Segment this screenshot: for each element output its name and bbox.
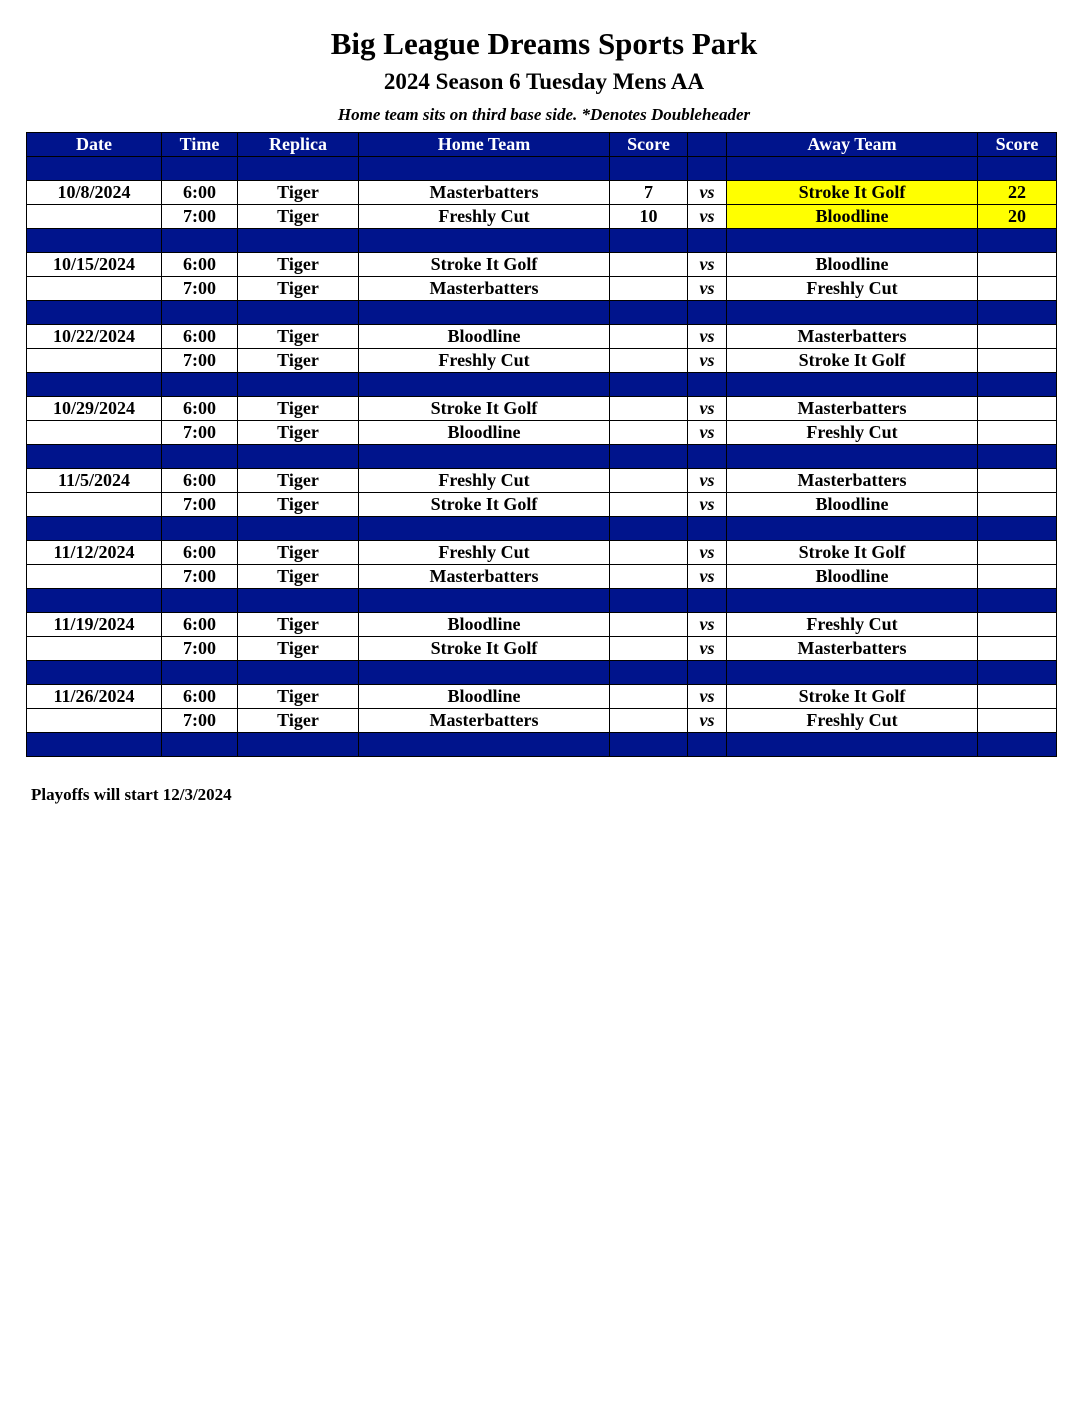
separator-cell bbox=[359, 445, 610, 469]
separator-cell bbox=[238, 301, 359, 325]
separator-cell bbox=[688, 373, 727, 397]
table-header-row bbox=[27, 133, 1057, 157]
away-score-cell bbox=[978, 709, 1057, 733]
separator-row bbox=[27, 589, 1057, 613]
separator-row bbox=[27, 733, 1057, 757]
game-row bbox=[27, 253, 1057, 277]
away-score-cell bbox=[978, 469, 1057, 493]
separator-cell bbox=[27, 157, 162, 181]
separator-cell bbox=[688, 157, 727, 181]
away-team-cell: Freshly Cut bbox=[727, 613, 978, 637]
time-cell: 6:00 bbox=[162, 325, 238, 349]
vs-cell: vs bbox=[688, 325, 727, 349]
away-team-cell: Freshly Cut bbox=[727, 709, 978, 733]
separator-cell bbox=[727, 229, 978, 253]
separator-cell bbox=[727, 517, 978, 541]
separator-cell bbox=[162, 445, 238, 469]
separator-cell bbox=[688, 733, 727, 757]
separator-cell bbox=[610, 373, 688, 397]
separator-cell bbox=[727, 661, 978, 685]
date-cell bbox=[27, 205, 162, 229]
away-team-cell: Masterbatters bbox=[727, 397, 978, 421]
away-score-cell bbox=[978, 349, 1057, 373]
separator-cell bbox=[610, 301, 688, 325]
game-row bbox=[27, 565, 1057, 589]
game-row bbox=[27, 541, 1057, 565]
date-cell: 11/12/2024 bbox=[27, 541, 162, 565]
away-score-cell bbox=[978, 637, 1057, 661]
game-row bbox=[27, 685, 1057, 709]
time-cell: 6:00 bbox=[162, 253, 238, 277]
separator-cell bbox=[727, 373, 978, 397]
vs-cell: vs bbox=[688, 277, 727, 301]
away-score-cell bbox=[978, 541, 1057, 565]
header-vs bbox=[688, 133, 727, 157]
separator-cell bbox=[27, 733, 162, 757]
away-team-cell: Bloodline bbox=[727, 493, 978, 517]
separator-cell bbox=[359, 301, 610, 325]
away-team-cell: Bloodline bbox=[727, 253, 978, 277]
date-cell bbox=[27, 493, 162, 517]
home-score-cell bbox=[610, 253, 688, 277]
separator-cell bbox=[688, 301, 727, 325]
time-cell: 6:00 bbox=[162, 685, 238, 709]
replica-cell: Tiger bbox=[238, 613, 359, 637]
vs-cell: vs bbox=[688, 421, 727, 445]
date-cell: 10/15/2024 bbox=[27, 253, 162, 277]
vs-cell: vs bbox=[688, 181, 727, 205]
replica-cell: Tiger bbox=[238, 277, 359, 301]
separator-cell bbox=[610, 733, 688, 757]
time-cell: 6:00 bbox=[162, 181, 238, 205]
separator-cell bbox=[688, 517, 727, 541]
separator-cell bbox=[727, 733, 978, 757]
date-cell bbox=[27, 709, 162, 733]
home-team-cell: Bloodline bbox=[359, 685, 610, 709]
separator-cell bbox=[610, 229, 688, 253]
separator-cell bbox=[27, 301, 162, 325]
home-team-cell: Bloodline bbox=[359, 325, 610, 349]
home-score-cell bbox=[610, 709, 688, 733]
replica-cell: Tiger bbox=[238, 685, 359, 709]
schedule-table bbox=[26, 132, 1057, 757]
replica-cell: Tiger bbox=[238, 397, 359, 421]
separator-row bbox=[27, 517, 1057, 541]
home-score-cell bbox=[610, 613, 688, 637]
home-team-cell: Freshly Cut bbox=[359, 469, 610, 493]
date-cell bbox=[27, 421, 162, 445]
separator-cell bbox=[359, 517, 610, 541]
home-team-cell: Bloodline bbox=[359, 421, 610, 445]
header-away-score: Score bbox=[978, 133, 1057, 157]
away-team-cell: Stroke It Golf bbox=[727, 349, 978, 373]
home-score-cell: 10 bbox=[610, 205, 688, 229]
game-row bbox=[27, 397, 1057, 421]
date-cell: 10/29/2024 bbox=[27, 397, 162, 421]
replica-cell: Tiger bbox=[238, 349, 359, 373]
vs-cell: vs bbox=[688, 541, 727, 565]
separator-cell bbox=[238, 373, 359, 397]
separator-cell bbox=[978, 517, 1057, 541]
separator-cell bbox=[359, 373, 610, 397]
separator-cell bbox=[238, 733, 359, 757]
vs-cell: vs bbox=[688, 637, 727, 661]
vs-cell: vs bbox=[688, 709, 727, 733]
playoffs-note: Playoffs will start 12/3/2024 bbox=[31, 785, 232, 804]
separator-cell bbox=[162, 373, 238, 397]
header-home-score: Score bbox=[610, 133, 688, 157]
schedule-body bbox=[27, 157, 1057, 757]
separator-cell bbox=[727, 589, 978, 613]
separator-row bbox=[27, 445, 1057, 469]
separator-cell bbox=[359, 661, 610, 685]
replica-cell: Tiger bbox=[238, 469, 359, 493]
vs-cell: vs bbox=[688, 397, 727, 421]
separator-row bbox=[27, 661, 1057, 685]
home-team-cell: Masterbatters bbox=[359, 709, 610, 733]
separator-cell bbox=[359, 589, 610, 613]
separator-row bbox=[27, 373, 1057, 397]
separator-cell bbox=[162, 517, 238, 541]
replica-cell: Tiger bbox=[238, 709, 359, 733]
separator-cell bbox=[978, 445, 1057, 469]
separator-cell bbox=[610, 157, 688, 181]
away-team-cell: Stroke It Golf bbox=[727, 181, 978, 205]
away-score-cell: 20 bbox=[978, 205, 1057, 229]
game-row bbox=[27, 421, 1057, 445]
separator-cell bbox=[162, 157, 238, 181]
home-team-cell: Stroke It Golf bbox=[359, 493, 610, 517]
away-team-cell: Masterbatters bbox=[727, 469, 978, 493]
separator-cell bbox=[978, 733, 1057, 757]
separator-cell bbox=[238, 157, 359, 181]
vs-cell: vs bbox=[688, 349, 727, 373]
replica-cell: Tiger bbox=[238, 541, 359, 565]
home-team-cell: Freshly Cut bbox=[359, 205, 610, 229]
date-cell: 11/26/2024 bbox=[27, 685, 162, 709]
separator-cell bbox=[727, 157, 978, 181]
header-time: Time bbox=[162, 133, 238, 157]
separator-row bbox=[27, 301, 1057, 325]
separator-cell bbox=[610, 517, 688, 541]
separator-cell bbox=[27, 661, 162, 685]
separator-cell bbox=[359, 733, 610, 757]
separator-cell bbox=[610, 445, 688, 469]
game-row bbox=[27, 613, 1057, 637]
home-score-cell bbox=[610, 397, 688, 421]
separator-cell bbox=[162, 733, 238, 757]
header-away-team: Away Team bbox=[727, 133, 978, 157]
replica-cell: Tiger bbox=[238, 253, 359, 277]
separator-cell bbox=[27, 229, 162, 253]
vs-cell: vs bbox=[688, 565, 727, 589]
home-score-cell bbox=[610, 565, 688, 589]
away-score-cell bbox=[978, 397, 1057, 421]
away-team-cell: Stroke It Golf bbox=[727, 685, 978, 709]
home-team-cell: Stroke It Golf bbox=[359, 397, 610, 421]
away-team-cell: Masterbatters bbox=[727, 637, 978, 661]
separator-cell bbox=[978, 589, 1057, 613]
away-score-cell bbox=[978, 613, 1057, 637]
away-score-cell: 22 bbox=[978, 181, 1057, 205]
time-cell: 7:00 bbox=[162, 637, 238, 661]
game-row bbox=[27, 469, 1057, 493]
separator-cell bbox=[238, 229, 359, 253]
away-score-cell bbox=[978, 277, 1057, 301]
separator-row bbox=[27, 157, 1057, 181]
date-cell bbox=[27, 277, 162, 301]
away-score-cell bbox=[978, 253, 1057, 277]
home-score-cell bbox=[610, 349, 688, 373]
replica-cell: Tiger bbox=[238, 421, 359, 445]
schedule-note: Home team sits on third base side. *Denotes Doubleheader bbox=[337, 105, 751, 124]
replica-cell: Tiger bbox=[238, 637, 359, 661]
separator-cell bbox=[978, 373, 1057, 397]
separator-row bbox=[27, 229, 1057, 253]
vs-cell: vs bbox=[688, 613, 727, 637]
away-team-cell: Stroke It Golf bbox=[727, 541, 978, 565]
home-score-cell bbox=[610, 637, 688, 661]
date-cell: 11/19/2024 bbox=[27, 613, 162, 637]
separator-cell bbox=[688, 589, 727, 613]
game-row bbox=[27, 325, 1057, 349]
header-replica: Replica bbox=[238, 133, 359, 157]
separator-cell bbox=[162, 301, 238, 325]
separator-cell bbox=[978, 229, 1057, 253]
header-home-team: Home Team bbox=[359, 133, 610, 157]
away-team-cell: Masterbatters bbox=[727, 325, 978, 349]
home-score-cell bbox=[610, 469, 688, 493]
vs-cell: vs bbox=[688, 205, 727, 229]
separator-cell bbox=[727, 445, 978, 469]
vs-cell: vs bbox=[688, 253, 727, 277]
away-team-cell: Freshly Cut bbox=[727, 277, 978, 301]
separator-cell bbox=[610, 661, 688, 685]
time-cell: 7:00 bbox=[162, 277, 238, 301]
game-row bbox=[27, 277, 1057, 301]
separator-cell bbox=[27, 589, 162, 613]
home-team-cell: Stroke It Golf bbox=[359, 253, 610, 277]
separator-cell bbox=[359, 157, 610, 181]
separator-cell bbox=[727, 301, 978, 325]
page-title: Big League Dreams Sports Park bbox=[330, 26, 758, 61]
separator-cell bbox=[238, 661, 359, 685]
game-row bbox=[27, 493, 1057, 517]
home-score-cell bbox=[610, 277, 688, 301]
separator-cell bbox=[27, 373, 162, 397]
time-cell: 7:00 bbox=[162, 349, 238, 373]
home-team-cell: Freshly Cut bbox=[359, 349, 610, 373]
home-team-cell: Bloodline bbox=[359, 613, 610, 637]
away-team-cell: Freshly Cut bbox=[727, 421, 978, 445]
away-score-cell bbox=[978, 565, 1057, 589]
home-score-cell bbox=[610, 325, 688, 349]
separator-cell bbox=[27, 517, 162, 541]
separator-cell bbox=[978, 157, 1057, 181]
home-team-cell: Masterbatters bbox=[359, 565, 610, 589]
home-score-cell bbox=[610, 493, 688, 517]
separator-cell bbox=[162, 589, 238, 613]
separator-cell bbox=[978, 301, 1057, 325]
home-score-cell bbox=[610, 421, 688, 445]
separator-cell bbox=[27, 445, 162, 469]
header-date: Date bbox=[27, 133, 162, 157]
date-cell bbox=[27, 349, 162, 373]
home-score-cell bbox=[610, 541, 688, 565]
date-cell: 10/8/2024 bbox=[27, 181, 162, 205]
separator-cell bbox=[238, 589, 359, 613]
time-cell: 7:00 bbox=[162, 709, 238, 733]
separator-cell bbox=[238, 517, 359, 541]
separator-cell bbox=[688, 661, 727, 685]
away-score-cell bbox=[978, 325, 1057, 349]
date-cell: 10/22/2024 bbox=[27, 325, 162, 349]
vs-cell: vs bbox=[688, 685, 727, 709]
replica-cell: Tiger bbox=[238, 565, 359, 589]
separator-cell bbox=[162, 229, 238, 253]
game-row bbox=[27, 709, 1057, 733]
away-score-cell bbox=[978, 685, 1057, 709]
separator-cell bbox=[359, 229, 610, 253]
time-cell: 6:00 bbox=[162, 613, 238, 637]
home-team-cell: Stroke It Golf bbox=[359, 637, 610, 661]
separator-cell bbox=[688, 229, 727, 253]
separator-cell bbox=[688, 445, 727, 469]
separator-cell bbox=[238, 445, 359, 469]
game-row bbox=[27, 637, 1057, 661]
page-subtitle: 2024 Season 6 Tuesday Mens AA bbox=[383, 69, 705, 94]
home-score-cell bbox=[610, 685, 688, 709]
vs-cell: vs bbox=[688, 493, 727, 517]
home-team-cell: Masterbatters bbox=[359, 277, 610, 301]
time-cell: 6:00 bbox=[162, 469, 238, 493]
game-row bbox=[27, 181, 1057, 205]
time-cell: 7:00 bbox=[162, 565, 238, 589]
separator-cell bbox=[162, 661, 238, 685]
vs-cell: vs bbox=[688, 469, 727, 493]
away-team-cell: Bloodline bbox=[727, 205, 978, 229]
separator-cell bbox=[978, 661, 1057, 685]
time-cell: 7:00 bbox=[162, 493, 238, 517]
away-team-cell: Bloodline bbox=[727, 565, 978, 589]
time-cell: 7:00 bbox=[162, 421, 238, 445]
home-team-cell: Freshly Cut bbox=[359, 541, 610, 565]
replica-cell: Tiger bbox=[238, 493, 359, 517]
home-team-cell: Masterbatters bbox=[359, 181, 610, 205]
time-cell: 6:00 bbox=[162, 397, 238, 421]
replica-cell: Tiger bbox=[238, 181, 359, 205]
time-cell: 7:00 bbox=[162, 205, 238, 229]
replica-cell: Tiger bbox=[238, 325, 359, 349]
game-row bbox=[27, 349, 1057, 373]
time-cell: 6:00 bbox=[162, 541, 238, 565]
date-cell bbox=[27, 637, 162, 661]
home-score-cell: 7 bbox=[610, 181, 688, 205]
replica-cell: Tiger bbox=[238, 205, 359, 229]
date-cell bbox=[27, 565, 162, 589]
date-cell: 11/5/2024 bbox=[27, 469, 162, 493]
away-score-cell bbox=[978, 493, 1057, 517]
away-score-cell bbox=[978, 421, 1057, 445]
game-row bbox=[27, 205, 1057, 229]
separator-cell bbox=[610, 589, 688, 613]
